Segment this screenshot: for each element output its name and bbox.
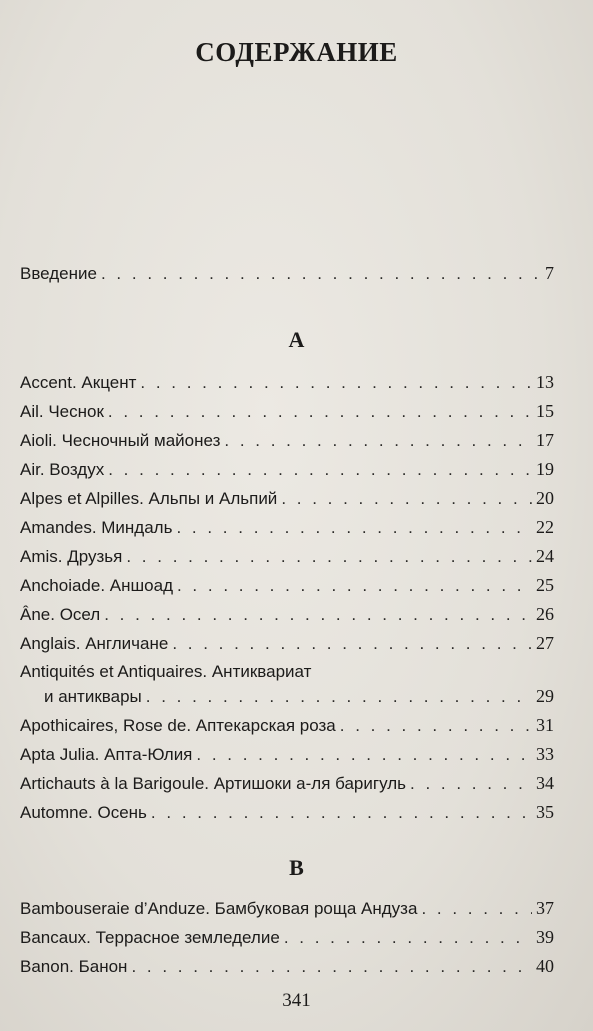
- toc-entry-page: 17: [536, 430, 554, 450]
- toc-entry-label: Apta Julia. Апта-Юлия: [20, 745, 193, 764]
- toc-entry-page: 24: [536, 546, 554, 566]
- toc-entry-label: Automne. Осень: [20, 803, 147, 822]
- leader-dots: [108, 401, 532, 423]
- leader-dots: [146, 686, 532, 708]
- toc-entry-label: Bambouseraie d’Anduze. Бамбуковая роща Андуза: [20, 899, 418, 918]
- toc-entry-label: Air. Воздух: [20, 460, 105, 479]
- toc-entry: [20, 516, 554, 539]
- leader-dots: [151, 802, 532, 824]
- toc-entry: [20, 685, 554, 708]
- page-number: 341: [282, 990, 311, 1011]
- toc-entry-page: 26: [536, 604, 554, 624]
- toc-entry: [20, 926, 554, 949]
- toc-entry-page: 25: [536, 575, 554, 595]
- toc-entry-label: Bancaux. Террасное земледелие: [20, 928, 280, 947]
- toc-entry-label: Âne. Осел: [20, 605, 101, 624]
- leader-dots: [177, 575, 532, 597]
- toc-entry-page: 40: [536, 956, 554, 976]
- toc-entry-label: Alpes et Alpilles. Альпы и Альпий: [20, 489, 278, 508]
- leader-dots: [224, 430, 532, 452]
- toc-entry-page: 13: [536, 372, 554, 392]
- toc-entry-page: 19: [536, 459, 554, 479]
- toc-entry-page: 33: [536, 744, 554, 764]
- toc-entry-page: 39: [536, 927, 554, 947]
- leader-dots: [284, 927, 532, 949]
- toc-entry-label: Aioli. Чесночный майонез: [20, 431, 221, 450]
- toc-entry-page: 7: [545, 263, 554, 283]
- toc-entry-label: Введение: [20, 264, 97, 283]
- toc-entry-intro: [20, 262, 554, 285]
- toc-entry-label: Artichauts à la Barigoule. Артишоки а-ля баригуль: [20, 774, 406, 793]
- toc-entry: [20, 772, 554, 795]
- page-title: СОДЕРЖАНИЕ: [195, 37, 398, 67]
- toc-entry: [20, 801, 554, 824]
- toc-entry: [20, 545, 554, 568]
- toc-entry: [20, 632, 554, 655]
- toc-entry-page: 31: [536, 715, 554, 735]
- leader-dots: [410, 773, 532, 795]
- leader-dots: [104, 604, 532, 626]
- toc-entry-label: Anglais. Англичане: [20, 634, 169, 653]
- toc-entry-page: 34: [536, 773, 554, 793]
- leader-dots: [172, 633, 532, 655]
- toc-entry-label: Ail. Чеснок: [20, 402, 104, 421]
- toc-entry: [20, 458, 554, 481]
- toc-entry: [20, 429, 554, 452]
- toc-entry: [20, 487, 554, 510]
- leader-dots: [101, 263, 541, 285]
- toc-entry-page: 27: [536, 633, 554, 653]
- toc-entry-page: 20: [536, 488, 554, 508]
- leader-dots: [176, 517, 532, 539]
- leader-dots: [131, 956, 532, 978]
- section-heading-b: B: [289, 855, 304, 880]
- toc-entry-page: 22: [536, 517, 554, 537]
- toc-entry: [20, 371, 554, 394]
- leader-dots: [281, 488, 532, 510]
- leader-dots: [421, 898, 532, 920]
- toc-entry-page: 37: [536, 898, 554, 918]
- toc-entry-label: Amandes. Миндаль: [20, 518, 173, 537]
- toc-entry: [20, 897, 554, 920]
- toc-entry-page: 29: [536, 686, 554, 706]
- toc-entry-first-line: Antiquités et Antiquaires. Антиквариат: [20, 662, 312, 681]
- toc-entry-label: Accent. Акцент: [20, 373, 137, 392]
- toc-entry-label: Apothicaires, Rose de. Аптекарская роза: [20, 716, 336, 735]
- leader-dots: [108, 459, 532, 481]
- toc-entry-page: 35: [536, 802, 554, 822]
- toc-entry-label: Amis. Друзья: [20, 547, 123, 566]
- toc-entry: [20, 955, 554, 978]
- toc-entry: [20, 714, 554, 737]
- toc-entry-page: 15: [536, 401, 554, 421]
- leader-dots: [140, 372, 532, 394]
- leader-dots: [196, 744, 532, 766]
- section-heading-a: A: [288, 327, 305, 352]
- toc-entry-label: Banon. Банон: [20, 957, 128, 976]
- toc-entry: [20, 574, 554, 597]
- toc-entry: [20, 743, 554, 766]
- leader-dots: [340, 715, 532, 737]
- toc-entry: [20, 400, 554, 423]
- toc-entry-label: Anchoiade. Аншоад: [20, 576, 173, 595]
- toc-entry: [20, 603, 554, 626]
- toc-entry-label: и антиквары: [44, 687, 142, 706]
- leader-dots: [126, 546, 532, 568]
